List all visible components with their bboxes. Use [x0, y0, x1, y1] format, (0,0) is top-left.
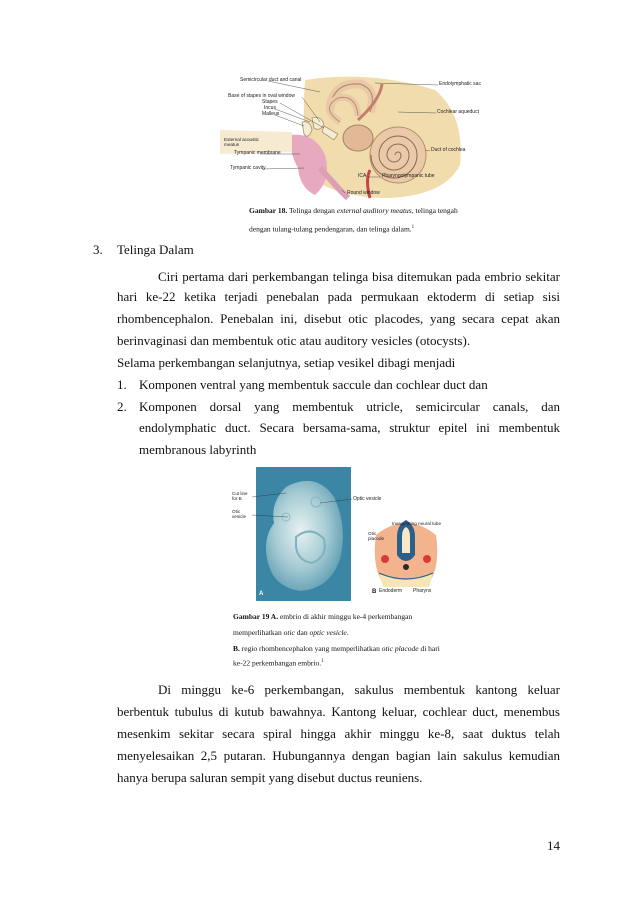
para3-line-1: Di minggu ke-6 perkembangan, sakulus membentuk kantong keluar — [158, 682, 560, 697]
ear-anatomy-illustration — [220, 70, 470, 200]
para1-line-1: Ciri pertama dari perkembangan telinga bisa ditemukan pada embrio sekitar — [158, 269, 560, 284]
list-item-2-number: 2. — [117, 399, 127, 414]
label-semicircular-duct: Semicircular duct and canal — [240, 77, 302, 83]
label-endolymphatic-sac: Endolymphatic sac — [439, 81, 481, 87]
para1-line-2: hari ke-22 ketika terjadi penebalan pada permukaan ektoderm di setiap sisi — [117, 289, 560, 304]
label-tympanic-cavity: Tympanic cavity — [230, 165, 266, 171]
page-number: 14 — [547, 838, 560, 853]
caption-19-l3a: regio rhombencephalon yang memperlihatkan — [239, 644, 382, 653]
caption-19-sup: 1 — [321, 659, 324, 664]
label-optic-vesicle: Optic vesicle — [353, 496, 382, 502]
label-oval-window: Base of stapes in oval window — [228, 93, 295, 99]
caption-18-text-2: , telinga tengah — [411, 206, 458, 215]
figure-19-caption-line-1 — [233, 613, 412, 621]
figure-19-caption-line-3 — [233, 645, 440, 653]
caption-19-l3b: di hari — [418, 644, 440, 653]
figure-19 — [226, 465, 446, 605]
caption-18-label: Gambar 18. — [249, 206, 288, 215]
label-cochlear-aqueduct: Cochlear aqueduct — [437, 109, 479, 115]
list-item-1-line-1: Komponen ventral yang membentuk saccule dan cochlear duct dan — [139, 377, 488, 392]
label-duct-of-cochlea: Duct of cochlea — [431, 147, 466, 153]
heading-number: 3. — [93, 242, 103, 257]
caption-19-text: embrio di akhir minggu ke-4 perkembangan — [278, 612, 413, 621]
figure-18-caption-line-1 — [249, 207, 458, 215]
section-heading: Telinga Dalam — [117, 242, 194, 257]
label-round-window: Round window — [347, 190, 380, 196]
label-incus: Incus — [264, 105, 276, 111]
caption-18-italic: external auditory meatus — [336, 206, 412, 215]
caption-19-label: Gambar 19 A. — [233, 612, 279, 621]
caption-18-text: Telinga dengan — [287, 206, 337, 215]
caption-19-b-label: B. — [233, 644, 240, 653]
figure-19-caption-line-2 — [233, 629, 349, 637]
para3-line-5: hanya berupa saluran sempit yang disebut ductus reuniens. — [117, 770, 423, 785]
panel-a-letter: A — [259, 591, 264, 597]
panel-b-letter: B — [372, 589, 377, 595]
caption-19-l2b: dan — [294, 628, 310, 637]
label-stapes: Stapes — [262, 99, 278, 105]
caption-19-l2a: memperlihatkan — [233, 628, 284, 637]
para3-line-2: berbentuk tubulus di kutub bawahnya. Kantong keluar, cochlear duct, menembus — [117, 704, 560, 719]
caption-19-l3-italic: otic placode — [381, 644, 419, 653]
caption-19-line-4: ke-22 perkembangan embrio. — [233, 658, 322, 668]
list-item-2-line-2: endolymphatic duct. Secara bersama-sama, struktur epitel ini membentuk — [139, 420, 560, 435]
label-cut-line: Cut line for B — [232, 491, 248, 501]
figure-18-caption-line-2 — [249, 225, 414, 233]
para3-line-4: menyelesaikan 2,5 putaran. Hubungannya dengan bagian lain sakulus kemudian — [117, 748, 560, 763]
figure-18 — [220, 70, 481, 200]
label-external-meatus: External acoustic meatus — [224, 137, 259, 147]
label-ica: ICA — [358, 173, 367, 179]
para2: Selama perkembangan selanjutnya, setiap vesikel dibagi menjadi — [117, 355, 456, 370]
label-endoderm: Endoderm — [379, 588, 403, 594]
list-item-2-line-3: membranous labyrinth — [139, 442, 257, 457]
label-otic-vesicle: Otic vesicle — [232, 509, 247, 519]
list-item-1-number: 1. — [117, 377, 127, 392]
label-otic-placode: Otic placode — [368, 531, 385, 541]
label-invaginating-neural-tube: Invaginating neural tube — [392, 521, 442, 526]
label-pharynx: Pharynx — [413, 588, 432, 594]
list-item-2-line-1: Komponen dorsal yang membentuk utricle, semicircular canals, dan — [139, 399, 560, 414]
caption-19-l2-optic: optic vesicle — [309, 628, 347, 637]
label-malleus: Malleus — [262, 111, 280, 117]
caption-18-line-2: dengan tulang-tulang pendengaran, dan telinga dalam. — [249, 224, 412, 234]
para1-line-3: rhombencephalon. Penebalan ini, disebut otic placodes, yang secara cepat akan — [117, 311, 560, 326]
figure-19-caption-line-4 — [233, 659, 324, 667]
label-tympanic-membrane: Tympanic membrane — [234, 150, 281, 156]
para3-line-3: mesenkim sekitar secara spiral hingga akhir minggu ke-8, saat duktus telah — [117, 726, 560, 741]
caption-19-l2-otic: otic — [283, 628, 295, 637]
rhombencephalon-section — [371, 515, 441, 595]
label-pharyngotympanic-tube: Pharyngotympanic tube — [382, 173, 435, 179]
caption-19-l2c: . — [346, 628, 349, 637]
para1-line-4: berinvaginasi dan membentuk otic atau auditory vesicles (otocysts). — [117, 333, 471, 348]
caption-18-sup: 1 — [411, 225, 415, 230]
